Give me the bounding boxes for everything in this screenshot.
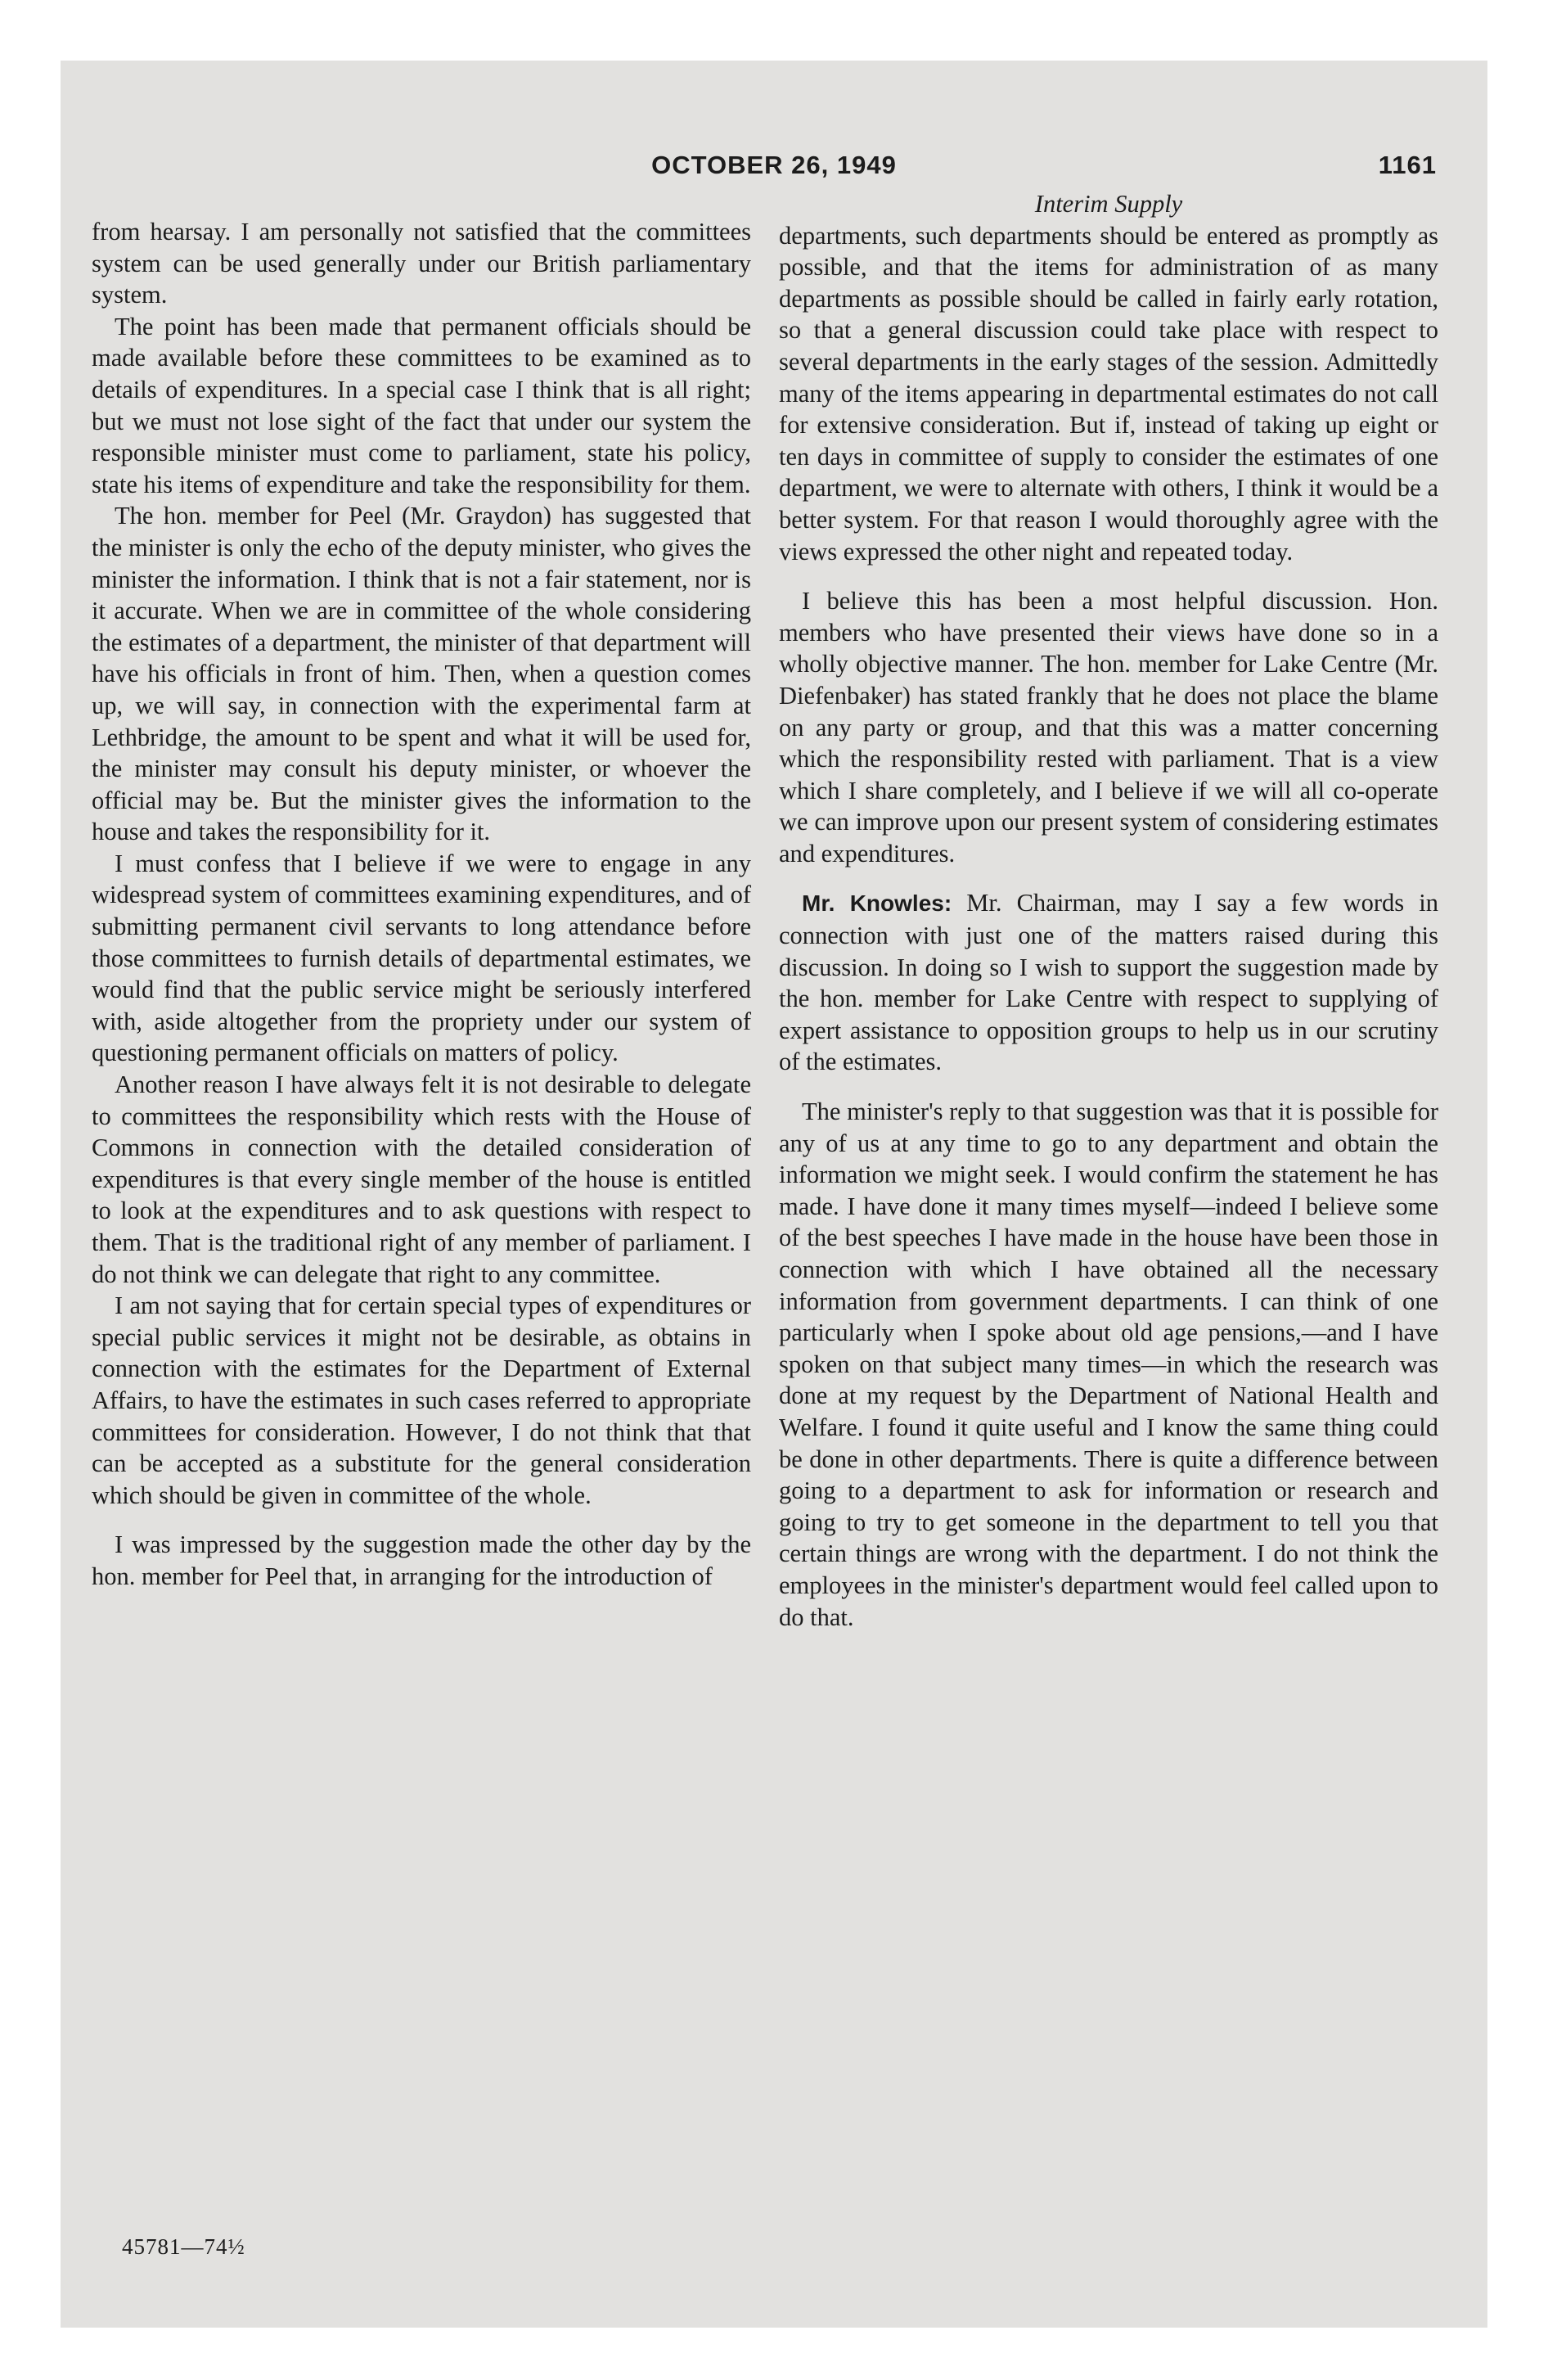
right-column [779,188,1438,1633]
page-sheet [61,61,1487,2328]
page-number: 1161 [1378,151,1437,179]
paragraph: I believe this has been a most helpful discussion. Hon. members who have presented their views have done so in a wholly objective manner. The hon. member for Lake Centre (Mr. Diefenbaker) has stated frankly that he does not place the blame on any party or group, and that this was a matter concerning which the responsibility rested with parliament. That is a view which I share completely, and I believe if we will all co-operate we can improve upon our present system of considering estimates and expenditures. [779,587,1438,868]
page-header [61,151,1487,192]
paragraph: The minister's reply to that suggestion was that it is possible for any of us at any time to go to any department and obtain the information we might seek. I would confirm the statement he has made. I have done it many times myself—indeed I believe some of the best speeches I have made in the house have been those in connection with which I have obtained all the necessary information from government departments. I can think of one particularly when I spoke about old age pensions,—and I have spoken on that subject many times—in which the research was done at my request by the Department of National Health and Welfare. I found it quite useful and I know the same thing could be done in other departments. There is quite a difference between going to a department to ask for information or research and going to try to get someone in the department to tell you that certain things are wrong with the department. I do not think the employees in the minister's department would feel called upon to do that. [779,1098,1438,1631]
speaker-paragraph [779,887,1438,1078]
left-column [92,216,751,1593]
speaker-name: Mr. Knowles: [802,890,952,917]
paragraph: I was impressed by the suggestion made the other day by the hon. member for Peel that, in arranging for the introduction of [92,1530,751,1590]
speaker-text: Mr. Chairman, may I say a few words in connection with just one of the matters raised during this discussion. In doing so I wish to support the suggestion made by the hon. member for Lake Centre with respect to supplying of expert assistance to opposition groups to help us in our scrutiny of the estimates. [779,889,1438,1076]
footer-code: 45781—74½ [122,2234,245,2259]
header-date: OCTOBER 26, 1949 [651,151,897,179]
paragraph: The point has been made that permanent officials should be made available before these committees to be examined as to details of expenditures. In a special case I think that is all right; but we must not lose sight of the fact that under our system the responsible minister must come to parliament, state his policy, state his items of expenditure and take the responsibility for them. [92,312,751,498]
running-title: Interim Supply [1034,190,1183,218]
paragraph: The hon. member for Peel (Mr. Graydon) has suggested that the minister is only the echo of the deputy minister, who gives the minister the information. I think that is not a fair statement, nor is it accurate. When we are in committee of the whole considering the estimates of a department, the minister of that department will have his officials in front of him. Then, when a question comes up, we will say, in connection with the experimental farm at Lethbridge, the amount to be spent and what it will be used for, the minister may consult his deputy minister, or whoever the official may be. But the minister gives the information to the house and takes the responsibility for it. [92,502,751,846]
paragraph: Another reason I have always felt it is not desirable to delegate to committees the responsibility which rests with the House of Commons in connection with the detailed consideration of expenditures is that every single member of the house is entitled to look at the expenditures and to ask questions with respect to them. That is the traditional right of any member of parliament. I do not think we can delegate that right to any committee. [92,1071,751,1288]
paragraph: I am not saying that for certain special types of expenditures or special public services it might not be desirable, as obtains in connection with the estimates for the Department of External Affairs, to have the estimates in such cases referred to appropriate committees for consideration. However, I do not think that that can be accepted as a substitute for the general consideration which should be given in committee of the whole. [92,1291,751,1509]
paragraph: I must confess that I believe if we were to engage in any widespread system of committees examining expenditures, and of submitting permanent civil servants to long attendance before those committees to furnish details of departmental estimates, we would find that the public service might be seriously interfered with, aside altogether from the propriety under our system of questioning permanent officials on matters of policy. [92,849,751,1067]
paragraph: from hearsay. I am personally not satisfied that the committees system can be used generally under our British parliamentary system. [92,218,751,309]
paragraph: departments, such departments should be entered as promptly as possible, and that the items for administration of as many departments as possible should be called in fairly early rotation, so that a general discussion could take place with respect to several departments in the early stages of the session. Admittedly many of the items appearing in departmental estimates do not call for extensive consideration. But if, instead of taking up eight or ten days in committee of supply to consider the estimates of one department, we were to alternate with others, I think it would be a better system. For that reason I would thoroughly agree with the views expressed the other night and repeated today. [779,221,1438,566]
